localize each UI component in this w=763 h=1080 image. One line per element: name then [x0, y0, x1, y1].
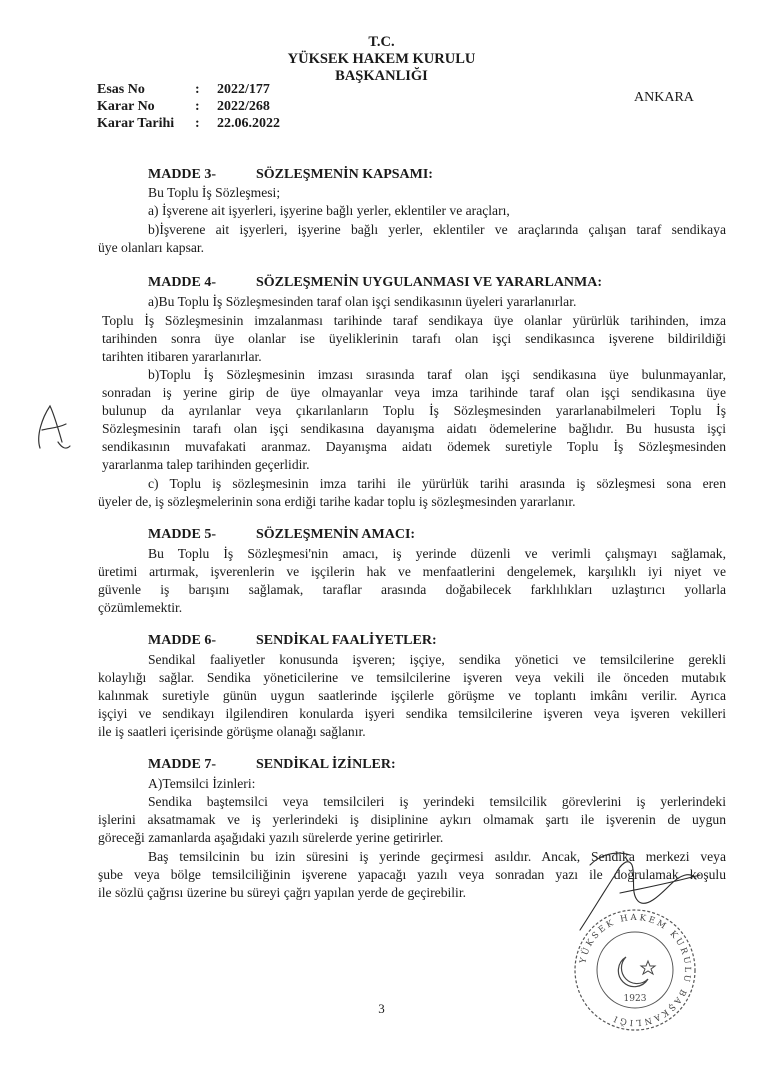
madde4-line: c) Toplu iş sözleşmesinin imza tarihi ile yürürlük tarihi arasında iş sözleşmesi sona eren — [148, 476, 726, 491]
colon: : — [195, 82, 200, 97]
madde7-title: SENDİKAL İZİNLER: — [256, 757, 396, 772]
madde7-line: A)Temsilci İzinleri: — [148, 776, 256, 791]
madde7-line: göreceği zamanlarda aşağıdaki yazılı sürelerde yerine getirirler. — [98, 830, 444, 845]
madde4-line: tarihinden sonra üye olanlar ise üyeliklerinin tarafı olan işçi sendikasınca işverene bildirildiği — [102, 331, 726, 346]
madde5-title: SÖZLEŞMENİN AMACI: — [256, 527, 416, 542]
madde6-heading — [148, 633, 437, 649]
karar-tarihi-row — [97, 116, 280, 132]
madde3-line: b)İşverene ait işyerleri, işyerine bağlı yerler, eklentiler ve araçlarında çalışan taraf sendikaya — [148, 222, 726, 237]
margin-initial-signature — [28, 398, 74, 458]
madde5-line: Bu Toplu İş Sözleşmesi'nin amacı, iş yerinde düzenli ve verimli çalışmayı sağlamak, — [148, 546, 726, 561]
madde6-line: kolaylığı sağlar. Sendika yöneticilerine ve temsilcilerine işveren veya vekili ile önceden mutabık — [98, 670, 726, 685]
madde7-line: şube veya bölge temsilciliğinin işverene yapacağı yazılı veya sonradan yazı ile doğrulamak koşulu — [98, 867, 726, 882]
madde6-line: Sendikal faaliyetler konusunda işveren; işçiye, sendika yönetici ve temsilcilerine gerekli — [148, 652, 726, 667]
madde4-line: tarihten itibaren yararlanırlar. — [102, 349, 262, 364]
madde4-line: b)Toplu İş Sözleşmesinin imzası sırasında taraf olan işçi sendikasına üye bulunmayanlar, — [148, 367, 726, 382]
madde7-line: Baş temsilcinin bu izin süresini iş yerinde geçirmesi asıldır. Ancak, Sendika merkezi veya — [148, 849, 726, 864]
madde7-line: Sendika baştemsilci veya temsilcileri iş yerindeki temsilcilik görevlerini iş yerlerindeki — [148, 794, 726, 809]
madde4-line: Toplu İş Sözleşmesinin imzalanması tarihinde taraf sendikaya üye olanlar yürürlük tarihinden, imza — [102, 313, 726, 328]
madde4-line: Sözleşmesinin tarafı olan işçi sendikasına dayanışma aidatı ödemelerine bağlıdır. Bu hususta işçi — [102, 421, 726, 436]
madde3-title: SÖZLEŞMENİN KAPSAMI: — [256, 167, 433, 182]
header-tc: T.C. — [368, 34, 395, 50]
esas-no-value: 2022/177 — [217, 82, 270, 97]
colon: : — [195, 116, 200, 131]
madde5-heading — [148, 527, 415, 543]
madde6-line: ile iş saatleri içerisinde görüşme olanağı sağlanır. — [98, 724, 366, 739]
madde5-line: güvenle iş barışını sağlamak, taraflar arasında doğabilecek farklılıkları uzlaştırıcı yollarla — [98, 582, 726, 597]
madde7-line: işlerini aksatmamak ve iş yerlerindeki iş disiplinine aykırı olmamak şartı ile işverenin de uygun — [98, 812, 726, 827]
madde7-line: ile sözlü çağrısı üzerine bu süreyi çağrı yapılan yerde de geçirebilir. — [98, 885, 467, 900]
madde4-line: sendikasının muvafakati aranmaz. Dayanışma aidatı ödemek suretiyle Toplu İş Sözleşmesinden — [102, 439, 726, 454]
madde4-line: a)Bu Toplu İş Sözleşmesinden taraf olan işçi sendikasının üyeleri yararlanırlar. — [148, 294, 577, 309]
karar-no-row — [97, 99, 270, 115]
madde6-line: kalınmak suretiyle günün uygun saatlerinde işçilerle görüşme ve toplantı imkânı verilir. Ayrıca — [98, 688, 726, 703]
karar-tarihi-value: 22.06.2022 — [217, 116, 280, 131]
madde4-line: sonradan iş yerine girip de üye olmayanlar veya imza tarihinde taraf olan işçi sendikasına üye — [102, 385, 726, 400]
madde7-number: MADDE 7- — [148, 757, 217, 772]
colon: : — [195, 99, 200, 114]
karar-no-value: 2022/268 — [217, 99, 270, 114]
madde6-number: MADDE 6- — [148, 633, 217, 648]
madde7-heading — [148, 757, 396, 773]
header-institution: YÜKSEK HAKEM KURULU — [287, 51, 476, 67]
esas-no-label: Esas No — [97, 82, 145, 97]
madde4-title: SÖZLEŞMENİN UYGULANMASI VE YARARLANMA: — [256, 275, 603, 290]
seal-year: 1923 — [623, 994, 647, 1004]
seal-ring-text: YÜKSEK HAKEM KURULU BAŞKANLIĞI — [578, 912, 693, 1028]
madde6-title: SENDİKAL FAALİYETLER: — [256, 633, 437, 648]
madde3-line: üye olanları kapsar. — [98, 240, 205, 255]
madde4-line: yararlanma talep tarihinden geçerlidir. — [102, 457, 310, 472]
madde5-number: MADDE 5- — [148, 527, 217, 542]
madde5-line: üretimi artırmak, işverenlerin ve işçilerin hak ve menfaatlerini dengelemek, karşılıklı iyi niyet ve — [98, 564, 726, 579]
header-presidency: BAŞKANLIĞI — [335, 68, 428, 84]
madde4-line: bulunup da ayrılanlar veya çıkarılanların Toplu İş Sözleşmesinden yararlanabilmeleri Toplu İş — [102, 403, 726, 418]
madde3-heading — [148, 167, 433, 183]
madde4-number: MADDE 4- — [148, 275, 217, 290]
madde6-line: işçiyi ve sendikayı ilgilendiren konularda işyeri sendika temsilcilerine işveren veya işveren vekilleri — [98, 706, 726, 721]
madde3-line: a) İşverene ait işyerleri, işyerine bağlı yerler, eklentiler ve araçları, — [148, 203, 510, 218]
karar-tarihi-label: Karar Tarihi — [97, 116, 175, 131]
madde3-line: Bu Toplu İş Sözleşmesi; — [148, 185, 281, 200]
karar-no-label: Karar No — [97, 99, 155, 114]
madde3-number: MADDE 3- — [148, 167, 217, 182]
madde4-heading — [148, 275, 602, 291]
city: ANKARA — [634, 90, 694, 105]
madde5-line: çözümlemektir. — [98, 600, 183, 615]
madde4-line: üyeler de, iş sözleşmelerinin sona erdiği tarihe kadar toplu iş sözleşmesinden yararlanır. — [98, 494, 576, 509]
page-number: 3 — [378, 1001, 385, 1016]
esas-no-row — [97, 82, 270, 98]
